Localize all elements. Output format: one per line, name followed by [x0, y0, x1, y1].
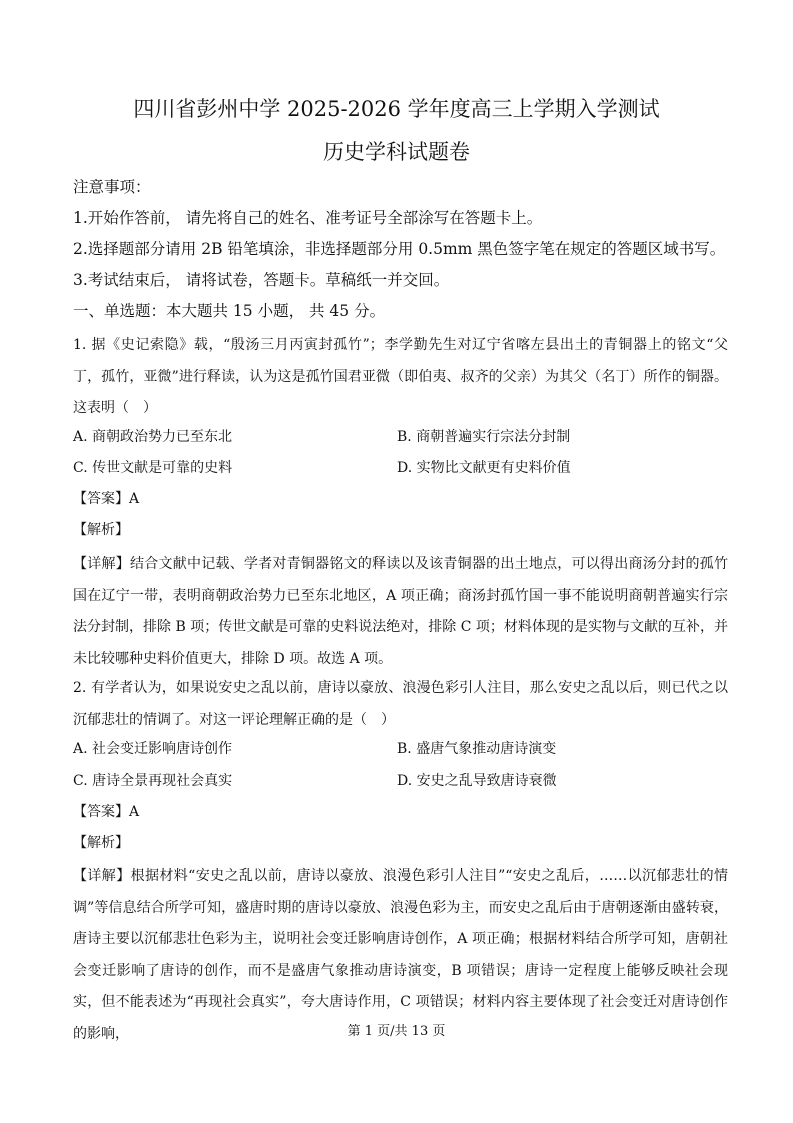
- option-c: C. 传世文献是可靠的史料: [73, 460, 233, 476]
- analysis-detail: 【详解】根据材料“安史之乱以前，唐诗以豪放、浪漫色彩引人注目”“安史之乱后，……以沉郁悲壮的情调”等信息结合所学可知，盛唐时期的唐诗以豪放、浪漫色彩为主，而安史之乱后由于唐朝逐渐由盛转衰，唐诗主要以沉郁悲壮色彩为主，说明社会变迁影响唐诗创作，A 项正确；根据材料结合所学可知，唐朝社会变迁影响了唐诗的创作，而不是盛唐气象推动唐诗演变，B 项错误；唐诗一定程度上能够反映社会现实，但不能表述为“再现社会真实”，夸大唐诗作用，C 项错误；材料内容主要体现了社会变迁对唐诗创作的影响，: [73, 868, 728, 1042]
- answer-label: 【答案】A: [73, 491, 140, 507]
- option-a: A. 社会变迁影响唐诗创作: [73, 741, 233, 757]
- option-b: B. 商朝普遍实行宗法分封制: [397, 429, 571, 445]
- analysis-label: 【解析】: [73, 522, 129, 538]
- analysis-detail: 【详解】结合文献中记载、学者对青铜器铭文的释读以及该青铜器的出土地点，可以得出商汤分封的孤竹国在辽宁一带，表明商朝政治势力已至东北地区，A 项正确；商汤封孤竹国一事不能说明商朝普遍实行宗法分封制，排除 B 项；传世文献是可靠的史料说法绝对，排除 C 项；材料体现的是实物与文献的互补，并未比较哪种史料价值更大，排除 D 项。故选 A 项。: [73, 556, 728, 667]
- answer-label: 【答案】A: [73, 804, 140, 820]
- option-a: A. 商朝政治势力已至东北: [73, 429, 233, 445]
- option-d: D. 实物比文献更有史料价值: [397, 460, 571, 476]
- option-c: C. 唐诗全景再现社会真实: [73, 773, 233, 789]
- option-d: D. 安史之乱导致唐诗衰微: [397, 773, 557, 789]
- notice-item: 2.选择题部分请用 2B 铅笔填涂，非选择题部分用 0.5mm 黑色签字笔在规定的答题区域书写。: [73, 240, 726, 258]
- option-b: B. 盛唐气象推动唐诗演变: [397, 741, 557, 757]
- question-stem: 2. 有学者认为，如果说安史之乱以前，唐诗以豪放、浪漫色彩引人注目，那么安史之乱以后，则已代之以沉郁悲壮的情调了。对这一评论理解正确的是（ ）: [73, 680, 728, 728]
- analysis-label: 【解析】: [73, 835, 129, 851]
- notice-item: 3.考试结束后， 请将试卷，答题卡。草稿纸一并交回。: [73, 271, 450, 289]
- section-heading: 一、单选题：本大题共 15 小题， 共 45 分。: [73, 302, 386, 320]
- notice-item: 1.开始作答前， 请先将自己的姓名、准考证号全部涂写在答题卡上。: [73, 209, 543, 227]
- page-footer: 第 1 页/共 13 页: [347, 1024, 446, 1039]
- document-title: 四川省彭州中学 2025-2026 学年度高三上学期入学测试: [133, 97, 660, 121]
- document-subtitle: 历史学科试题卷: [323, 140, 470, 164]
- question-stem: 1. 据《史记索隐》载，“殷汤三月丙寅封孤竹”；李学勤先生对辽宁省喀左县出土的青铜器上的铭文“父丁，孤竹，亚微”进行释读，认为这是孤竹国君亚微（即伯夷、叔齐的父亲）为其父（名丁）所作的铜器。这表明（ ）: [73, 337, 728, 416]
- notice-heading: 注意事项：: [73, 178, 151, 196]
